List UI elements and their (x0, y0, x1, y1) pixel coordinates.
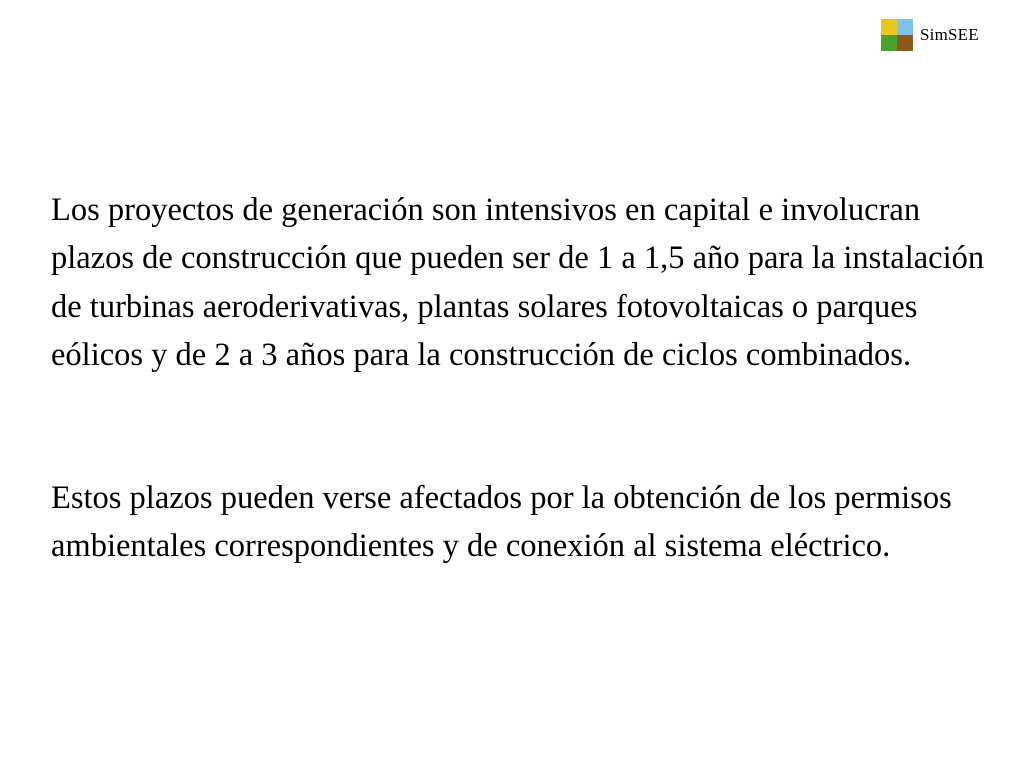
slide-body (51, 186, 991, 570)
logo-square-blue (897, 19, 913, 35)
paragraph-permits: Estos plazos pueden verse afectados por la obtención de los permisos ambientales correspondientes y de conexión al sistema eléctrico. (51, 479, 952, 565)
simsee-logo-icon (881, 19, 913, 51)
logo-square-brown (897, 35, 913, 51)
logo-square-yellow (881, 19, 897, 35)
simsee-logo (881, 18, 979, 52)
paragraph-construction-times: Los proyectos de generación son intensivos en capital e involucran plazos de construcción que pueden ser de 1 a 1,5 año para la instalación de turbinas aeroderivativas, plantas solares fotovoltaicas o parques eólicos y de 2 a 3 años para la construcción de ciclos combinados. (51, 192, 985, 374)
logo-square-green (881, 35, 897, 51)
logo-text: SimSEE (920, 25, 979, 44)
